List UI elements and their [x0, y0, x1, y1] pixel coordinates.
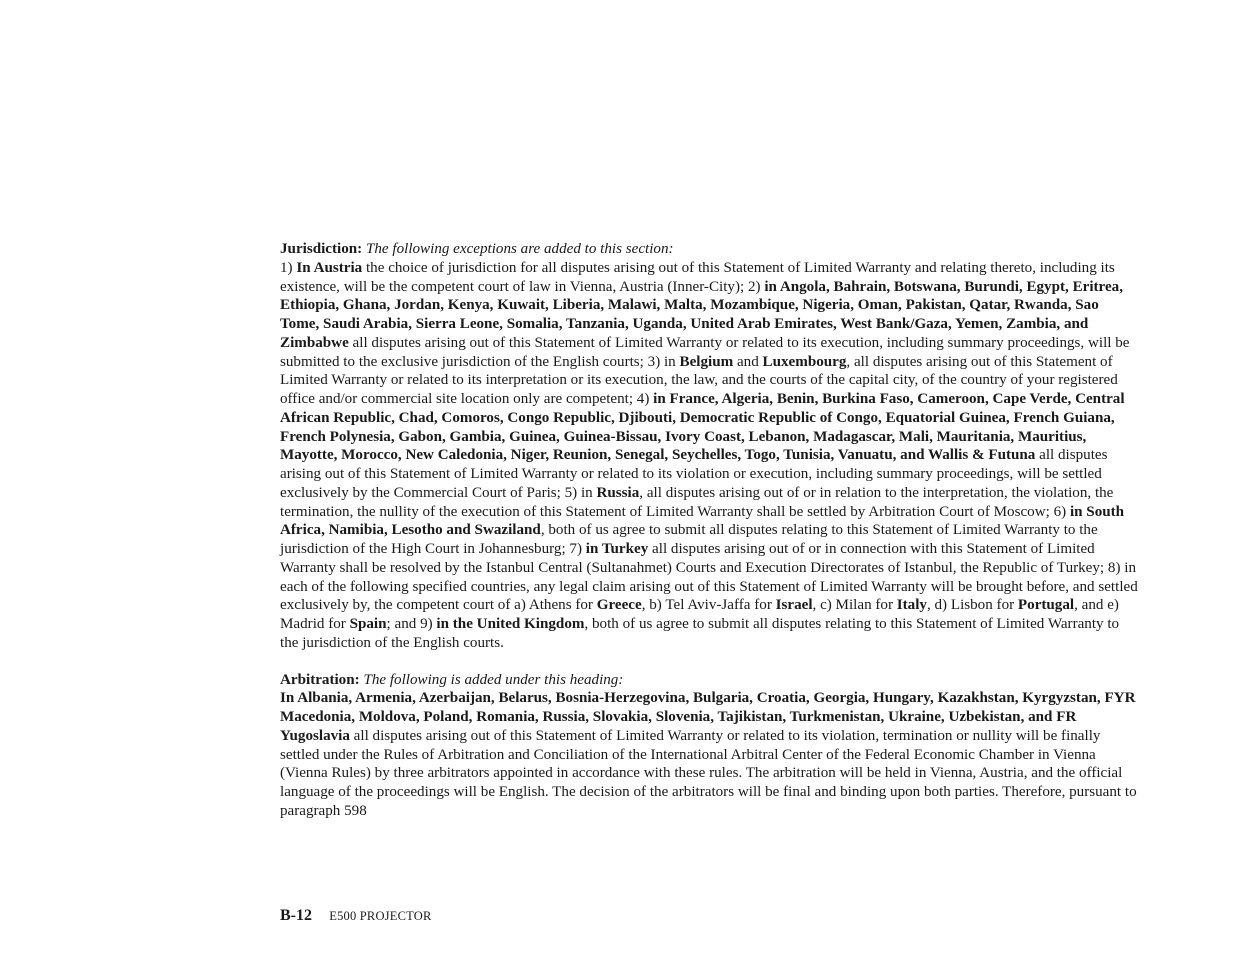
arbitration-intro: The following is added under this heading:	[363, 671, 624, 688]
text-run: , all disputes arising out of or in relation to the interpretation, the violation, the termination, the nullity of the execution of this Statement of Limited Warranty shall be settled by Arbitration Court of Moscow; 6)	[280, 484, 1114, 520]
bold-text-run: In Austria	[296, 259, 363, 276]
jurisdiction-body	[280, 259, 1138, 653]
page-content	[280, 240, 1138, 821]
jurisdiction-intro: The following exceptions are added to this section:	[365, 241, 674, 257]
section-spacer	[280, 653, 1138, 671]
arbitration-heading: Arbitration:	[280, 671, 360, 688]
page-footer	[280, 906, 432, 926]
bold-text-run: Israel	[775, 597, 813, 614]
text-run: , and e) Madrid for	[280, 597, 1119, 632]
bold-text-run: Greece	[596, 597, 642, 614]
arbitration-section	[280, 671, 1138, 821]
bold-text-run: Portugal	[1017, 597, 1075, 614]
text-run: all disputes arising out of this Statement of Limited Warranty or related to its violation, termination or nullity will be finally settled under the Rules of Arbitration and Conciliation of the International Arbitral Center of the Federal Economic Chamber in Vienna (Vienna Rules) by three arbitrators appointed in accordance with these rules. The arbitration will be held in Vienna, Austria, and the official language of the proceedings will be English. The decision of the arbitrators will be final and binding upon both parties. Therefore, pursuant to paragraph 598	[280, 727, 1137, 819]
bold-text-run: in the United Kingdom	[436, 616, 585, 632]
bold-text-run: Belgium	[679, 353, 734, 370]
bold-text-run: Russia	[596, 484, 640, 501]
jurisdiction-heading: Jurisdiction:	[280, 241, 363, 257]
text-run: 1)	[280, 259, 297, 276]
bold-text-run: in South Africa, Namibia, Lesotho and Swaziland	[280, 503, 1125, 539]
bold-text-run: In Albania, Armenia, Azerbaijan, Belarus, Bosnia-Herzegovina, Bulgaria, Croatia, Georgia, Hungary, Kazakhstan, Kyrgyzstan, FYR Macedonia, Moldova, Poland, Romania, Russia, Slovakia, Slovenia, Tajikistan, Turkmenistan, Ukraine, Uzbekistan, and FR Yugoslavia	[280, 690, 1136, 744]
text-run: all disputes arising out of this Statement of Limited Warranty or related to its violation or execution, including summary proceedings, will be settled exclusively by the Commercial Court of Paris; 5) in	[280, 447, 1108, 501]
text-run: the choice of jurisdiction for all disputes arising out of this Statement of Limited Warranty and relating thereto, including its existence, will be the competent court of law in Vienna, Austria (Inner-City); 2)	[280, 259, 1115, 295]
footer-title: E500 PROJECTOR	[329, 909, 432, 923]
text-run: all disputes arising out of this Statement of Limited Warranty or related to its execution, including summary proceedings, will be submitted to the exclusive jurisdiction of the English courts; 3) in	[280, 334, 1130, 370]
text-run: all disputes arising out of or in connection with this Statement of Limited Warranty shall be resolved by the Istanbul Central (Sultanahmet) Courts and Execution Directorates of Istanbul, the Republic of Turkey; 8) in each of the following specified countries, any legal claim arising out of this Statement of Limited Warranty will be brought before, and settled exclusively by, the competent court of a) Athens for	[280, 541, 1138, 614]
bold-text-run: in France, Algeria, Benin, Burkina Faso, Cameroon, Cape Verde, Central African Republic, Chad, Comoros, Congo Republic, Djibouti, Democratic Republic of Congo, Equatorial Guinea, French Guiana, French Polynesia, Gabon, Gambia, Guinea, Guinea-Bissau, Ivory Coast, Lebanon, Madagascar, Mali, Mauritania, Mauritius, Mayotte, Morocco, New Caledonia, Niger, Reunion, Senegal, Seychelles, Togo, Tunisia, Vanuatu, and Wallis & Futuna	[280, 391, 1125, 464]
arbitration-heading-line	[280, 671, 1138, 690]
text-run: and	[733, 353, 763, 370]
text-run: , both of us agree to submit all disputes relating to this Statement of Limited Warranty to the jurisdiction of the High Court in Johannesburg; 7)	[280, 522, 1098, 557]
jurisdiction-section	[280, 240, 1138, 653]
bold-text-run: Luxembourg	[762, 353, 847, 370]
text-run: , d) Lisbon for	[926, 597, 1018, 614]
bold-text-run: in Angola, Bahrain, Botswana, Burundi, Egypt, Eritrea, Ethiopia, Ghana, Jordan, Kenya, Kuwait, Liberia, Malawi, Malta, Mozambique, Nigeria, Oman, Pakistan, Qatar, Rwanda, Sao Tome, Saudi Arabia, Sierra Leone, Somalia, Tanzania, Uganda, United Arab Emirates, West Bank/Gaza, Yemen, Zambia, and Zimbabwe	[280, 278, 1124, 351]
arbitration-body	[280, 689, 1138, 820]
jurisdiction-heading-line	[280, 240, 1138, 259]
text-run: , b) Tel Aviv-Jaffa for	[641, 597, 776, 614]
text-run: , c) Milan for	[812, 597, 897, 614]
bold-text-run: in Turkey	[585, 541, 649, 557]
text-run: ; and 9)	[386, 616, 437, 632]
text-run: , all disputes arising out of this Statement of Limited Warranty or related to its interpretation or its execution, the law, and the courts of the capital city, of the country of your registered office and/or commercial site location only are competent; 4)	[280, 353, 1118, 407]
text-run: , both of us agree to submit all disputes relating to this Statement of Limited Warranty to the jurisdiction of the English courts.	[280, 616, 1120, 651]
bold-text-run: Spain	[349, 616, 387, 632]
page-number: B-12	[280, 907, 312, 924]
bold-text-run: Italy	[896, 597, 927, 614]
